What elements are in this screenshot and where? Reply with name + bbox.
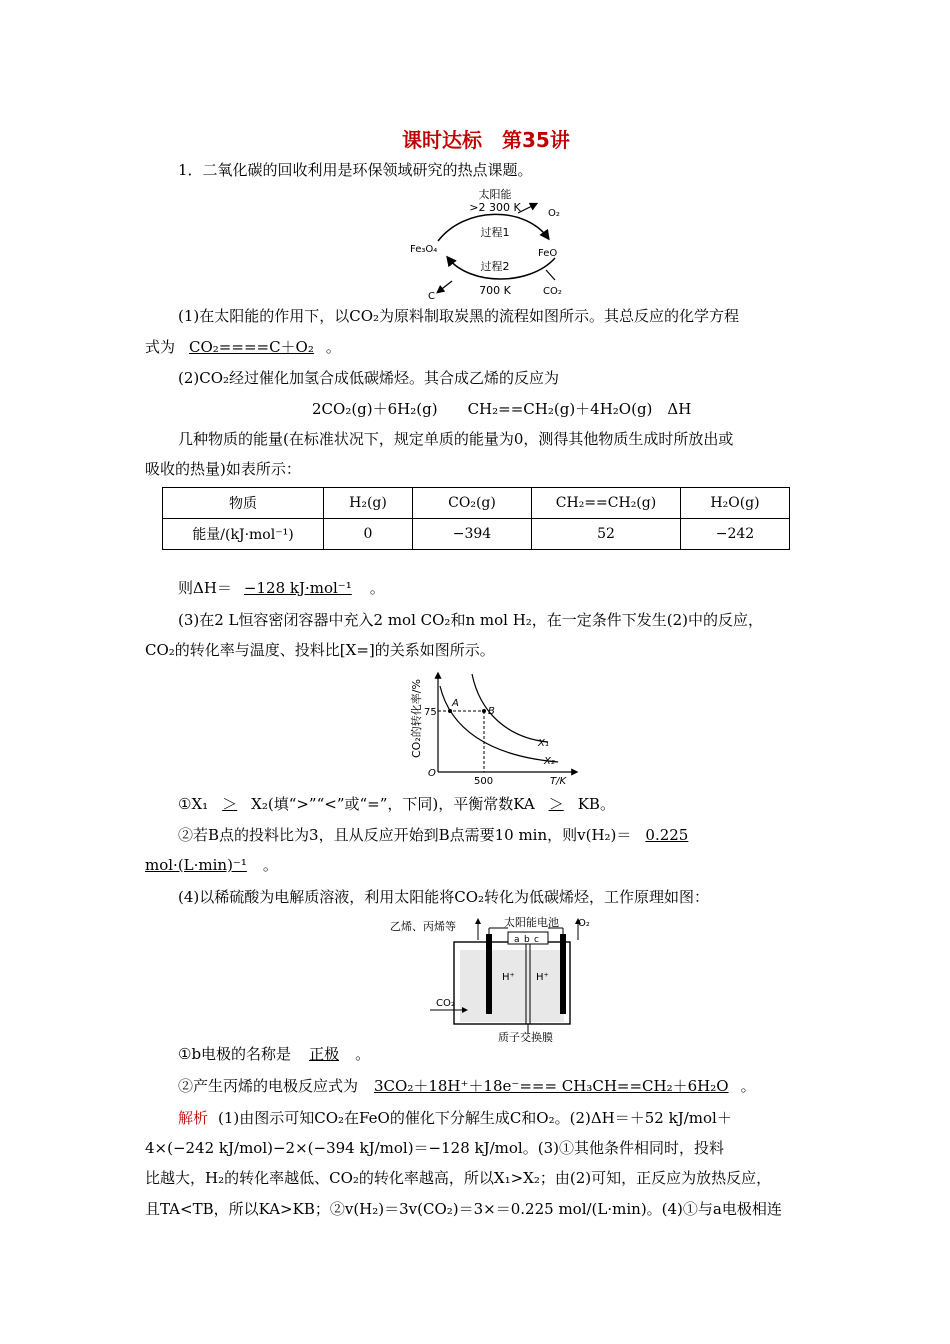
part2-equation: 2CO₂(g)＋6H₂(g) CH₂==CH₂(g)＋4H₂O(g) ΔH <box>312 400 692 418</box>
part3-q1-mid: X₂(填“>”“<”或“=”，下同)，平衡常数KA <box>251 795 535 813</box>
table-header: CH₂==CH₂(g) <box>532 488 681 519</box>
table-row <box>163 519 790 550</box>
label-o2: O₂ <box>548 208 560 219</box>
part4-q1-suffix: 。 <box>355 1045 371 1063</box>
part4-q2-prefix: ②产生丙烯的电极反应式为 <box>178 1077 359 1095</box>
delta-h-answer: −128 kJ·mol⁻¹ <box>243 579 352 597</box>
table-header: H₂O(g) <box>681 488 790 519</box>
part3-q2-line2 <box>145 854 278 876</box>
label-h-plus-2: H⁺ <box>536 972 549 983</box>
delta-h-line <box>178 577 385 599</box>
point-b <box>482 709 486 713</box>
fe-cycle-diagram <box>410 186 590 304</box>
part2-line3: 吸收的热量)如表所示： <box>145 460 301 478</box>
graph-x2-label: X₂ <box>544 756 555 767</box>
label-co2-in: CO₂ <box>436 998 455 1009</box>
part2-line2: 几种物质的能量(在标准状况下，规定单质的能量为0，测得其他物质生成时所放出或 <box>178 430 734 448</box>
curve-x1 <box>472 674 548 742</box>
graph-origin: O <box>428 768 436 779</box>
label-temp-low: 700 K <box>479 284 511 297</box>
graph-xlabel: T/K <box>550 776 567 787</box>
table-cell: 能量/(kJ·mol⁻¹) <box>163 519 324 550</box>
conversion-graph <box>408 668 588 790</box>
c-out-arrow <box>438 281 452 292</box>
graph-x1-label: X₁ <box>538 738 549 749</box>
point-a <box>448 709 452 713</box>
analysis-line4: 且TA<TB，所以KA>KB；②v(H₂)＝3v(CO₂)＝3×＝0.225 mol/(L·min)。(4)①与a电极相连 <box>145 1200 782 1218</box>
analysis-label: 解析 <box>178 1109 209 1127</box>
page-title: 课时达标 第35讲 <box>402 128 570 152</box>
label-c: C <box>428 291 435 302</box>
part4-q1 <box>178 1043 370 1065</box>
electrolysis-diagram <box>390 914 600 1042</box>
label-battery: 太阳能电池 <box>504 916 559 929</box>
co2-in-line <box>546 270 555 280</box>
table-header: H₂(g) <box>324 488 413 519</box>
analysis-line3: 比越大，H₂的转化率越低、CO₂的转化率越高，所以X₁>X₂；由(2)可知，正反应为放热反应， <box>145 1169 772 1187</box>
part3-line1: (3)在2 L恒容密闭容器中充入2 mol CO₂和n mol H₂，在一定条件下发生(2)中的反应， <box>178 611 764 629</box>
part3-q2-suffix: 。 <box>262 856 278 874</box>
label-terminal-b: b <box>524 935 530 945</box>
part3-q1-prefix: ①X₁ <box>178 795 209 813</box>
part3-q1-suffix: KB。 <box>577 795 615 813</box>
part2-line1: (2)CO₂经过催化加氢合成低碳烯烃。其合成乙烯的反应为 <box>178 369 560 387</box>
electrode-b <box>560 934 566 1014</box>
part4-q2 <box>178 1075 756 1097</box>
label-terminal-c: c <box>534 935 539 945</box>
part4-q1-prefix: ①b电极的名称是 <box>178 1045 292 1063</box>
part3-line2: CO₂的转化率与温度、投料比[X=]的关系如图所示。 <box>145 641 495 659</box>
delta-h-prefix: 则ΔH＝ <box>178 579 232 597</box>
label-process1: 过程1 <box>480 226 510 239</box>
label-feo: FeO <box>538 248 558 259</box>
energy-table <box>162 487 790 550</box>
analysis-text1: (1)由图示可知CO₂在FeO的催化下分解生成C和O₂。(2)ΔH＝＋52 kJ/mol＋ <box>218 1109 732 1127</box>
label-temp-high: >2 300 K <box>469 201 521 214</box>
table-cell: 52 <box>532 519 681 550</box>
part3-q2-text: ②若B点的投料比为3，且从反应开始到B点需要10 min，则v(H₂)＝ <box>178 826 632 844</box>
part3-q1 <box>178 793 615 815</box>
graph-point-b-label: B <box>488 706 495 717</box>
label-o2: O₂ <box>578 918 590 929</box>
part1-line1: (1)在太阳能的作用下，以CO₂为原料制取炭黑的流程如图所示。其总反应的化学方程 <box>178 307 740 325</box>
label-solar: 太阳能 <box>478 188 512 201</box>
label-process2: 过程2 <box>480 260 510 273</box>
label-fe3o4: Fe₃O₄ <box>410 244 438 255</box>
part1-line2 <box>145 336 341 358</box>
table-cell: −394 <box>413 519 532 550</box>
graph-y75: 75 <box>424 707 437 718</box>
electrode-a <box>486 934 492 1014</box>
part4-q1-answer: 正极 <box>309 1045 340 1063</box>
analysis-line2: 4×(−242 kJ/mol)−2×(−394 kJ/mol)＝−128 kJ/mol。(3)①其他条件相同时，投料 <box>145 1139 724 1157</box>
graph-x500: 500 <box>474 776 494 787</box>
analysis-line1 <box>178 1107 732 1129</box>
part3-q1-answer1: ＞ <box>222 795 238 813</box>
part3-q2-answer2: mol·(L·min)⁻¹ <box>145 856 247 874</box>
part3-q2-line1 <box>178 824 688 846</box>
label-co2: CO₂ <box>543 286 562 297</box>
part4-q2-suffix: 。 <box>740 1077 756 1095</box>
delta-h-suffix: 。 <box>369 579 385 597</box>
graph-point-a-label: A <box>452 698 459 709</box>
graph-ylabel: CO₂的转化率/% <box>410 679 423 758</box>
part1-answer: CO₂====C＋O₂ <box>189 338 314 356</box>
label-membrane: 质子交换膜 <box>498 1031 553 1042</box>
part4-q2-answer: 3CO₂＋18H⁺＋18e⁻=== CH₃CH==CH₂＋6H₂O <box>374 1077 729 1095</box>
part1-suffix: 。 <box>325 338 341 356</box>
table-cell: 0 <box>324 519 413 550</box>
label-terminal-a: a <box>514 935 520 945</box>
part1-prefix: 式为 <box>145 338 176 356</box>
label-h-plus-1: H⁺ <box>502 972 515 983</box>
table-header-row <box>163 488 790 519</box>
electrolyte <box>460 950 564 1022</box>
part3-q2-answer1: 0.225 <box>645 826 689 844</box>
table-cell: −242 <box>681 519 790 550</box>
part4-line1: (4)以稀硫酸为电解质溶液，利用太阳能将CO₂转化为低碳烯烃，工作原理如图： <box>178 888 710 906</box>
label-products: 乙烯、丙烯等 <box>390 920 456 933</box>
part3-q1-answer2: ＞ <box>548 795 564 813</box>
table-header: CO₂(g) <box>413 488 532 519</box>
table-header: 物质 <box>163 488 324 519</box>
question-intro: 1．二氧化碳的回收利用是环保领域研究的热点课题。 <box>178 161 533 179</box>
